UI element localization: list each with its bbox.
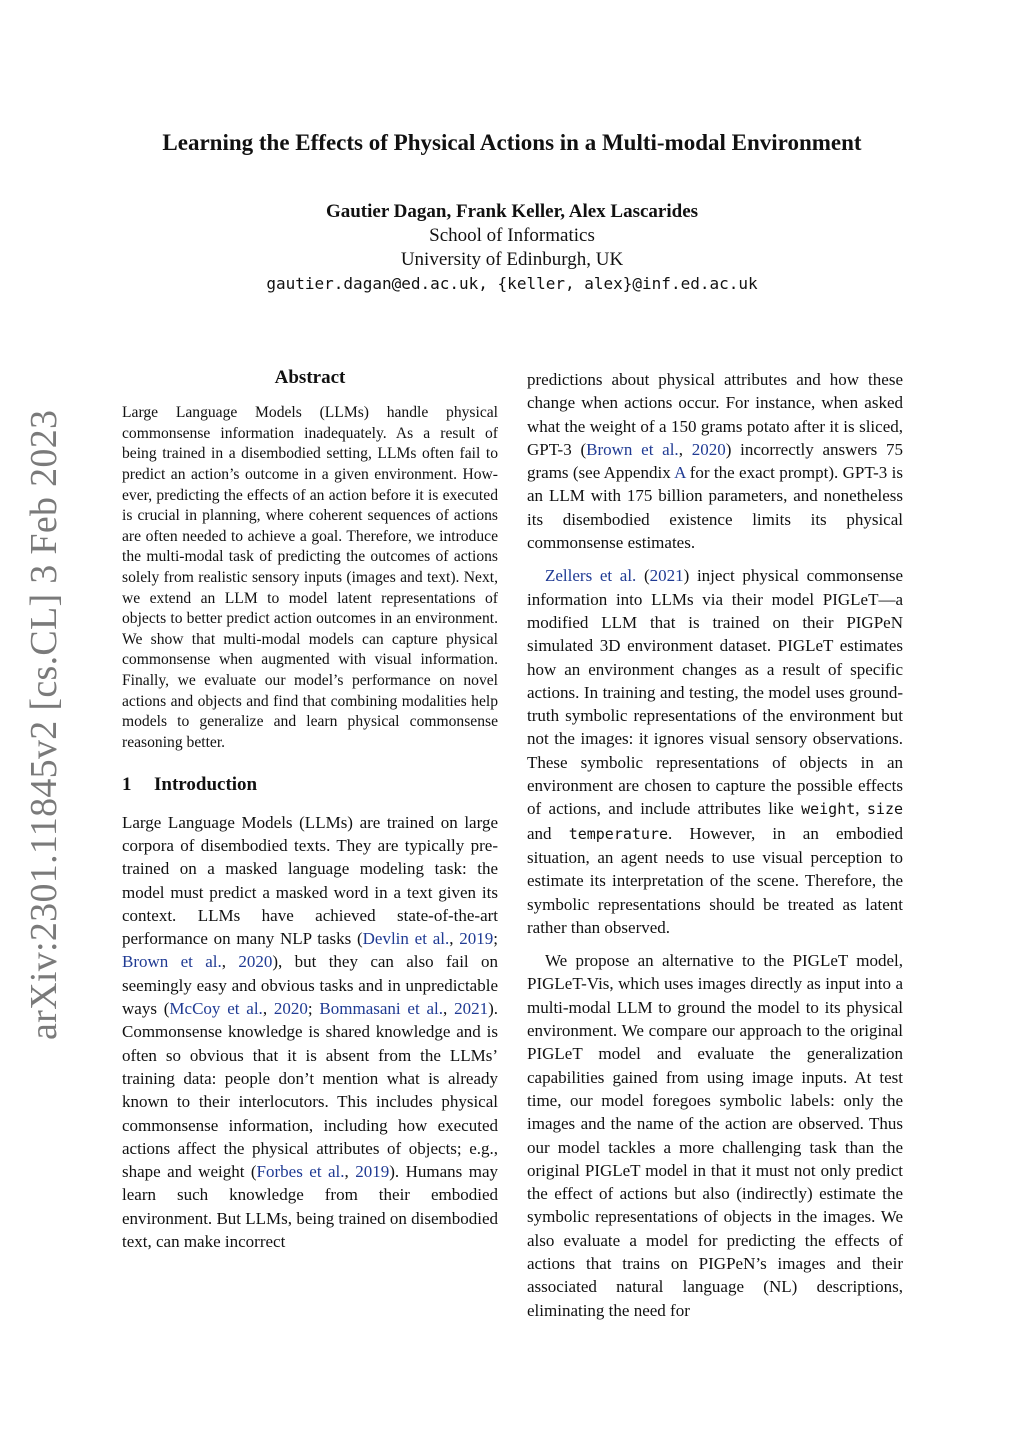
- text-run: ), but they can also fail on seemingly easy and obvious tasks and in unpredictable ways (: [122, 952, 498, 1019]
- text-run: . However, in an embodied situation, an agent needs to use visual perception to estimate its interpretation of the scene. Therefore, the symbolic representations should be treated as latent rather than observed.: [527, 823, 903, 937]
- abstract-heading: Abstract: [274, 367, 346, 388]
- text-run: ) incorrectly answers 75 grams (see Appendix: [527, 439, 903, 483]
- text-run: ). Humans may learn such knowledge from their embodied environment. But LLMs, being trained on disembodied text, can make incorrect: [122, 1162, 499, 1252]
- affiliation-university: University of Edinburgh, UK: [400, 249, 624, 270]
- citation-link[interactable]: Devlin et al.: [362, 929, 450, 949]
- intro-paragraph-1: [122, 811, 498, 1254]
- paper-title: Learning the Effects of Physical Actions in a Multi-modal Environment: [162, 130, 862, 155]
- code-term: temperature: [568, 824, 669, 843]
- code-term: size: [866, 800, 904, 819]
- text-run: and: [527, 823, 569, 843]
- text-run: Large Language Models (LLMs) are trained on large corpora of disembodied texts. They are typically pre-trained on a masked language modeling task: the model must predict a masked word in a text given its context. LLMs have achieved state-of-the-art performance on many NLP tasks (: [122, 812, 498, 949]
- citation-link[interactable]: 2020: [273, 999, 308, 1019]
- appendix-link[interactable]: A: [674, 463, 686, 483]
- citation-link[interactable]: 2020: [691, 439, 726, 459]
- citation-link[interactable]: 2021: [649, 566, 684, 586]
- citation-link[interactable]: 2020: [238, 952, 273, 972]
- text-run: ,: [221, 952, 239, 972]
- right-column: [527, 368, 903, 1322]
- author-emails: gautier.dagan@ed.ac.uk, {keller, alex}@inf.ed.ac.uk: [266, 274, 758, 293]
- left-column: [122, 366, 498, 1253]
- citation-link[interactable]: Forbes et al.: [256, 1162, 345, 1182]
- citation-link[interactable]: Brown et al.: [122, 952, 222, 972]
- text-run: (: [636, 566, 650, 586]
- section-title: Introduction: [154, 774, 258, 796]
- text-run: ;: [493, 929, 498, 949]
- code-term: weight: [801, 800, 856, 819]
- text-run: ,: [678, 439, 692, 459]
- intro-paragraph-2: [527, 564, 903, 939]
- affiliation-school: School of Informatics: [429, 225, 595, 246]
- citation-link[interactable]: 2019: [459, 929, 494, 949]
- citation-link[interactable]: Zellers et al.: [545, 566, 637, 586]
- text-run: for the exact prompt). GPT-3 is an LLM with 175 billion parameters, and nonetheless its disembodied existence limits its physical commonsense estimates.: [527, 463, 903, 553]
- text-run: ,: [443, 999, 455, 1019]
- text-run: ). Commonsense knowledge is shared knowledge and is often so obvious that it is absent from the LLMs’ training data: people don’t mention what is already known to their interlocutors. This includes physical commonsense information, including how executed actions affect the physical attributes of objects; e.g., shape and weight (: [122, 999, 498, 1182]
- text-run: ) inject physical commonsense information into LLMs via their model PIGLeT—a modified LLM that is trained on their PIGPeN simulated 3D environment dataset. PIGLeT estimates how an environment changes as a result of specific actions. In training and testing, the model uses ground-truth symbolic representations of the environment but not the images: it ignores visual sensory observations. These symbolic representations of objects in an environment are chosen to capture the possible effects of actions, and include attributes like: [527, 566, 903, 819]
- text-run: ,: [855, 799, 867, 819]
- intro-paragraph-3: We propose an alternative to the PIGLeT model, PIGLeT-Vis, which uses images directly as input into a multi-modal LLM to ground the model to its physical environment. We compare our approach to the original PIGLeT model and evaluate the generalization capabilities gained from using image inputs. At test time, our model foregoes symbolic labels: only the images and the name of the action are observed. Thus our model tackles a more challenging task than the original PIGLeT model in that it must not only predict the effect of actions but also (indirectly) estimate the symbolic representations of objects in the images. We also evaluate a model for predicting the effects of actions that trains on PIGPeN’s images and their associated natural language (NL) descriptions, eliminating the need for: [527, 951, 903, 1320]
- section-heading-introduction: [122, 773, 498, 796]
- citation-link[interactable]: Bommasani et al.: [319, 999, 444, 1019]
- author-names: Gautier Dagan, Frank Keller, Alex Lascarides: [325, 201, 699, 222]
- citation-link[interactable]: 2019: [355, 1162, 390, 1182]
- text-run: ;: [307, 999, 320, 1019]
- citation-link[interactable]: 2021: [454, 999, 489, 1019]
- citation-link[interactable]: McCoy et al.: [169, 999, 263, 1019]
- abstract-text: Large Language Models (LLMs) handle physical commonsense information inadequately. As a result of being trained in a disembodied setting, LLMs often fail to predict an action’s outcome in a given environment. However, predicting the effects of an action before it is executed is crucial in planning, where coherent sequences of actions are often needed to achieve a goal. Therefore, we introduce the multi-modal task of predicting the outcomes of actions solely from realistic sensory inputs (images and text). Next, we extend an LLM to model latent representations of objects to better predict action outcomes in an environment. We show that multi-modal models can capture physical commonsense when augmented with visual information. Finally, we evaluate our model’s performance on novel actions and objects and find that combining modalities help models to generalize and learn physical commonsense reasoning better.: [122, 404, 498, 751]
- text-run: ,: [449, 929, 460, 949]
- text-run: ,: [262, 999, 274, 1019]
- section-number: 1: [122, 774, 132, 796]
- text-run: predictions about physical attributes and how these change when actions occur. For instance, when asked what the weight of a 150 grams potato after it is sliced, GPT-3 (: [527, 370, 903, 459]
- author-block: [0, 200, 1024, 296]
- arxiv-identifier: arXiv:2301.11845v2 [cs.CL] 3 Feb 2023: [23, 409, 65, 1040]
- citation-link[interactable]: Brown et al.: [586, 439, 679, 459]
- intro-paragraph-1-continued: [527, 368, 903, 554]
- text-run: ,: [344, 1162, 356, 1182]
